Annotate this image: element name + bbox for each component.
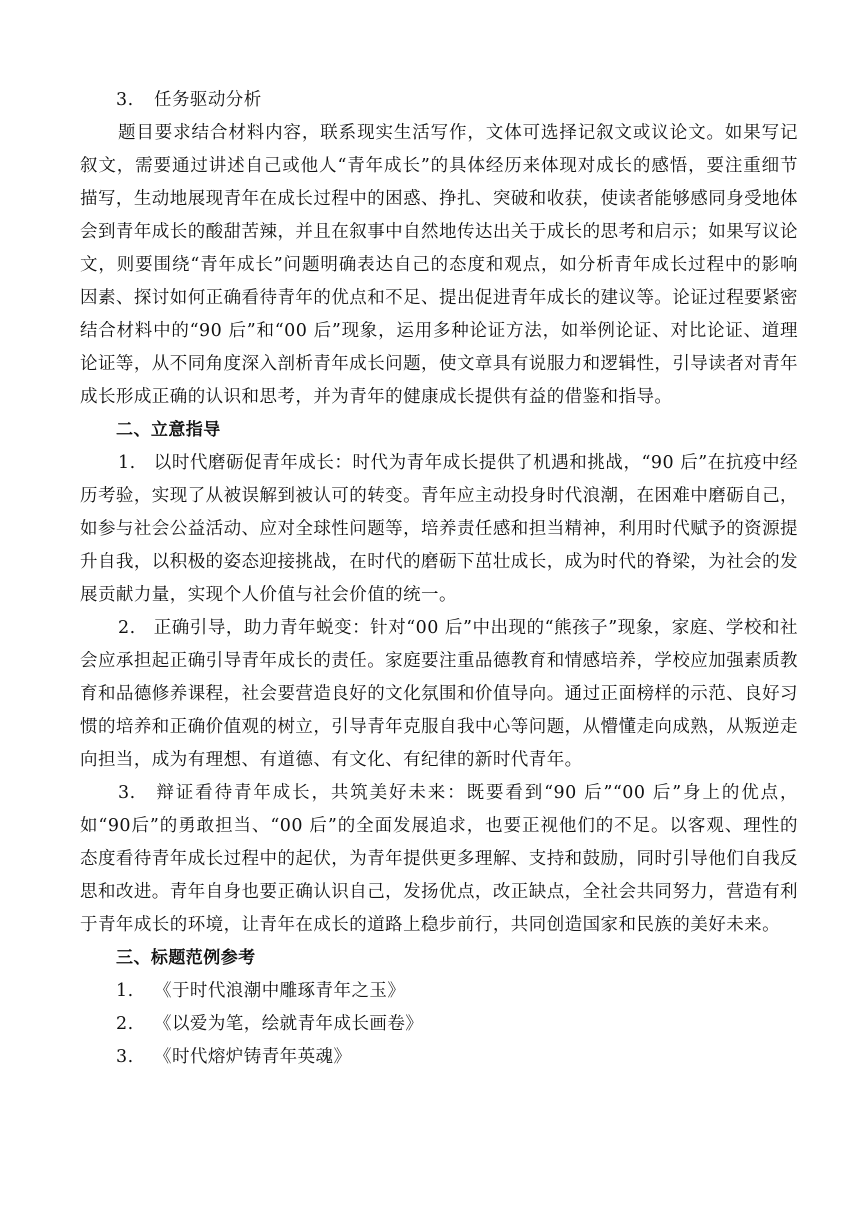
list-item [116, 1008, 798, 1041]
section-heading: 三、标题范例参考 [116, 948, 256, 968]
section-heading: 二、立意指导 [116, 420, 221, 440]
list-item-number: 1. [116, 981, 134, 1001]
body-paragraph: 3. 辩证看待青年成长，共筑美好未来：既要看到“90 后”“00 后”身上的优点，如“90后”的勇敢担当、“00 后”的全面发展追求，也要正视他们的不足。以客观、理性的态度看待青年成长过程中的起伏，为青年提供更多理解、支持和鼓励，同时引导他们自我反思和改进。青年自身也要正确认识自己，发扬优点，改正缺点，全社会共同努力，营造有利于青年成长的环境，让青年在成长的道路上稳步前行，共同创造国家和民族的美好未来。 [80, 783, 798, 935]
document-body [80, 84, 798, 1074]
list-item-text: 《于时代浪潮中雕琢青年之玉》 [154, 981, 406, 1001]
list-item-number: 2. [116, 1014, 134, 1034]
list-item-text: 任务驱动分析 [154, 90, 262, 110]
body-paragraph: 1. 以时代磨砺促青年成长：时代为青年成长提供了机遇和挑战，“90 后”在抗疫中经历考验，实现了从被误解到被认可的转变。青年应主动投身时代浪潮，在困难中磨砺自己，如参与社会公益活动、应对全球性问题等，培养责任感和担当精神，利用时代赋予的资源提升自我，以积极的姿态迎接挑战，在时代的磨砺下茁壮成长，成为时代的脊梁，为社会的发展贡献力量，实现个人价值与社会价值的统一。 [80, 453, 798, 605]
list-item-text: 《时代熔炉铸青年英魂》 [154, 1047, 352, 1067]
section-title-examples [116, 942, 798, 1074]
list-item [116, 975, 798, 1008]
list-item [116, 84, 798, 117]
list-item [116, 1041, 798, 1074]
list-item-text: 《以爱为笔，绘就青年成长画卷》 [154, 1014, 424, 1034]
body-paragraph: 2. 正确引导，助力青年蜕变：针对“00 后”中出现的“熊孩子”现象，家庭、学校和社会应承担起正确引导青年成长的责任。家庭要注重品德教育和情感培养，学校应加强素质教育和品德修养课程，社会要营造良好的文化氛围和价值导向。通过正面榜样的示范、良好习惯的培养和正确价值观的树立，引导青年克服自我中心等问题，从懵懂走向成熟，从叛逆走向担当，成为有理想、有道德、有文化、有纪律的新时代青年。 [80, 618, 798, 770]
section-theme-guidance [80, 414, 798, 942]
list-item-number: 3. [116, 1047, 134, 1067]
section-task-analysis [80, 84, 798, 414]
body-paragraph: 题目要求结合材料内容，联系现实生活写作，文体可选择记叙文或议论文。如果写记叙文，需要通过讲述自己或他人“青年成长”的具体经历来体现对成长的感悟，要注重细节描写，生动地展现青年在成长过程中的困惑、挣扎、突破和收获，使读者能够感同身受地体会到青年成长的酸甜苦辣，并且在叙事中自然地传达出关于成长的思考和启示；如果写议论文，则要围绕“青年成长”问题明确表达自己的态度和观点，如分析青年成长过程中的影响因素、探讨如何正确看待青年的优点和不足、提出促进青年成长的建议等。论证过程要紧密结合材料中的“90 后”和“00 后”现象，运用多种论证方法，如举例论证、对比论证、道理论证等，从不同角度深入剖析青年成长问题，使文章具有说服力和逻辑性，引导读者对青年成长形成正确的认识和思考，并为青年的健康成长提供有益的借鉴和指导。 [80, 123, 798, 407]
list-item-number: 3. [116, 90, 134, 110]
